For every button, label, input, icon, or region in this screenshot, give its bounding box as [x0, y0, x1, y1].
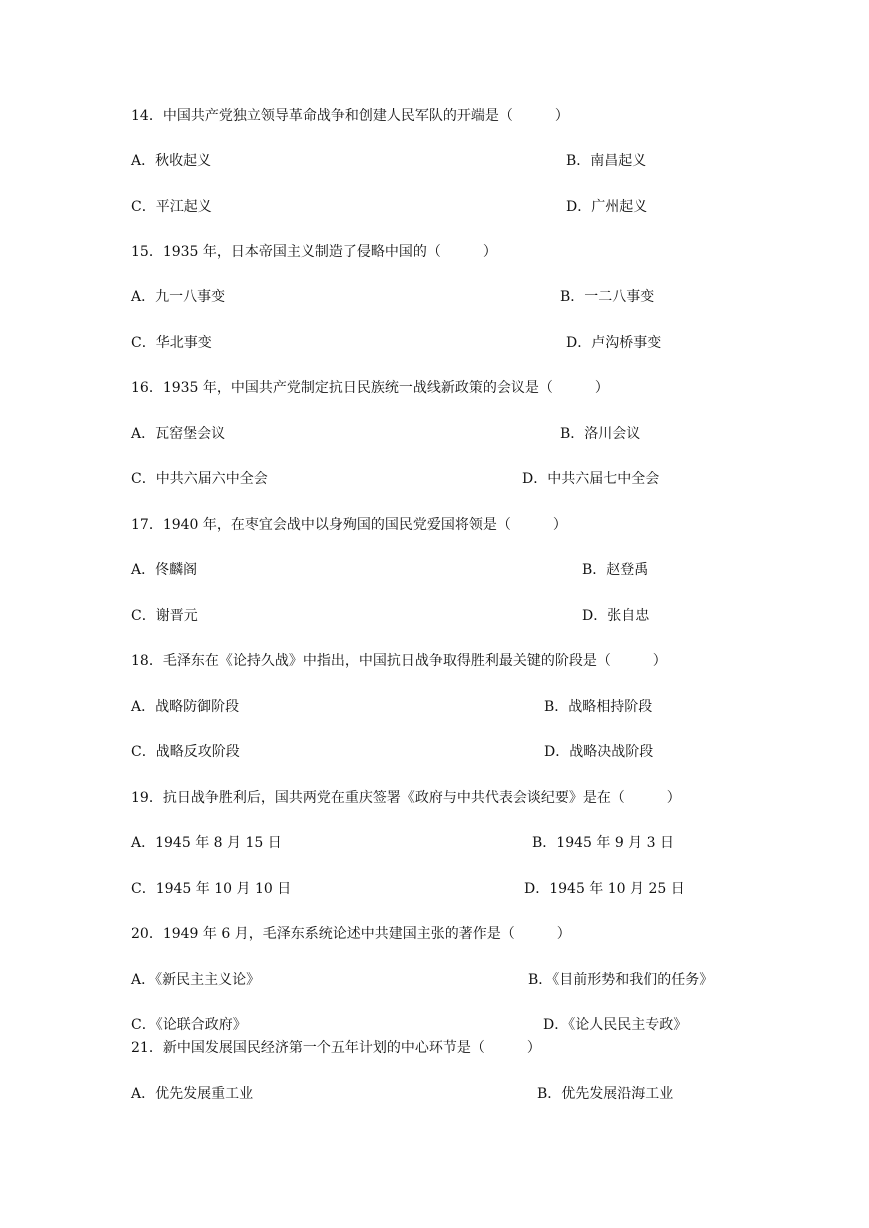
- question-17-option-a: A．佟麟阁: [131, 562, 198, 578]
- question-17-option-b: B．赵登禹: [582, 562, 649, 578]
- question-19-option-a: A．1945 年 8 月 15 日: [131, 835, 282, 851]
- question-17-option-c: C．谢晋元: [131, 608, 198, 624]
- question-15-option-d: D．卢沟桥事变: [566, 335, 662, 351]
- question-14-option-c: C．平江起义: [131, 199, 212, 215]
- question-17-option-d: D．张自忠: [582, 608, 650, 624]
- question-16-option-d: D．中共六届七中全会: [522, 471, 660, 487]
- question-21-option-b: B．优先发展沿海工业: [537, 1086, 674, 1102]
- question-15-stem: 15．1935 年，日本帝国主义制造了侵略中国的（ ）: [131, 244, 497, 260]
- question-21-stem: 21．新中国发展国民经济第一个五年计划的中心环节是（ ）: [131, 1040, 541, 1056]
- question-14-stem: 14．中国共产党独立领导革命战争和创建人民军队的开端是（ ）: [131, 108, 569, 124]
- question-14-option-a: A．秋收起义: [131, 153, 212, 169]
- question-18-option-d: D．战略决战阶段: [544, 744, 654, 760]
- question-18-option-b: B．战略相持阶段: [544, 699, 653, 715]
- question-16-stem: 16．1935 年，中国共产党制定抗日民族统一战线新政策的会议是（ ）: [131, 380, 609, 396]
- question-17-stem: 17．1940 年，在枣宜会战中以身殉国的国民党爱国将领是（ ）: [131, 517, 567, 533]
- question-15-option-c: C．华北事变: [131, 335, 212, 351]
- question-15-option-b: B．一二八事变: [560, 289, 655, 305]
- question-14-option-d: D．广州起义: [566, 199, 648, 215]
- question-14-option-b: B．南昌起义: [566, 153, 647, 169]
- question-21-option-a: A．优先发展重工业: [131, 1086, 254, 1102]
- question-20-option-b: B．《目前形势和我们的任务》: [528, 972, 714, 988]
- question-20-stem: 20．1949 年 6 月，毛泽东系统论述中共建国主张的著作是（ ）: [131, 926, 571, 942]
- question-20-option-c: C．《论联合政府》: [131, 1017, 247, 1033]
- question-20-option-a: A．《新民主主义论》: [131, 972, 261, 988]
- question-18-option-c: C．战略反攻阶段: [131, 744, 240, 760]
- question-18-stem: 18．毛泽东在《论持久战》中指出，中国抗日战争取得胜利最关键的阶段是（ ）: [131, 653, 667, 669]
- question-20-option-d: D．《论人民民主专政》: [543, 1017, 688, 1033]
- question-19-option-c: C．1945 年 10 月 10 日: [131, 881, 292, 897]
- question-18-option-a: A．战略防御阶段: [131, 699, 240, 715]
- question-19-option-b: B．1945 年 9 月 3 日: [532, 835, 674, 851]
- question-19-stem: 19．抗日战争胜利后，国共两党在重庆签署《政府与中共代表会谈纪要》是在（ ）: [131, 790, 681, 806]
- question-16-option-b: B．洛川会议: [560, 426, 641, 442]
- question-16-option-c: C．中共六届六中全会: [131, 471, 268, 487]
- question-16-option-a: A．瓦窑堡会议: [131, 426, 226, 442]
- question-19-option-d: D．1945 年 10 月 25 日: [524, 881, 685, 897]
- question-15-option-a: A．九一八事变: [131, 289, 226, 305]
